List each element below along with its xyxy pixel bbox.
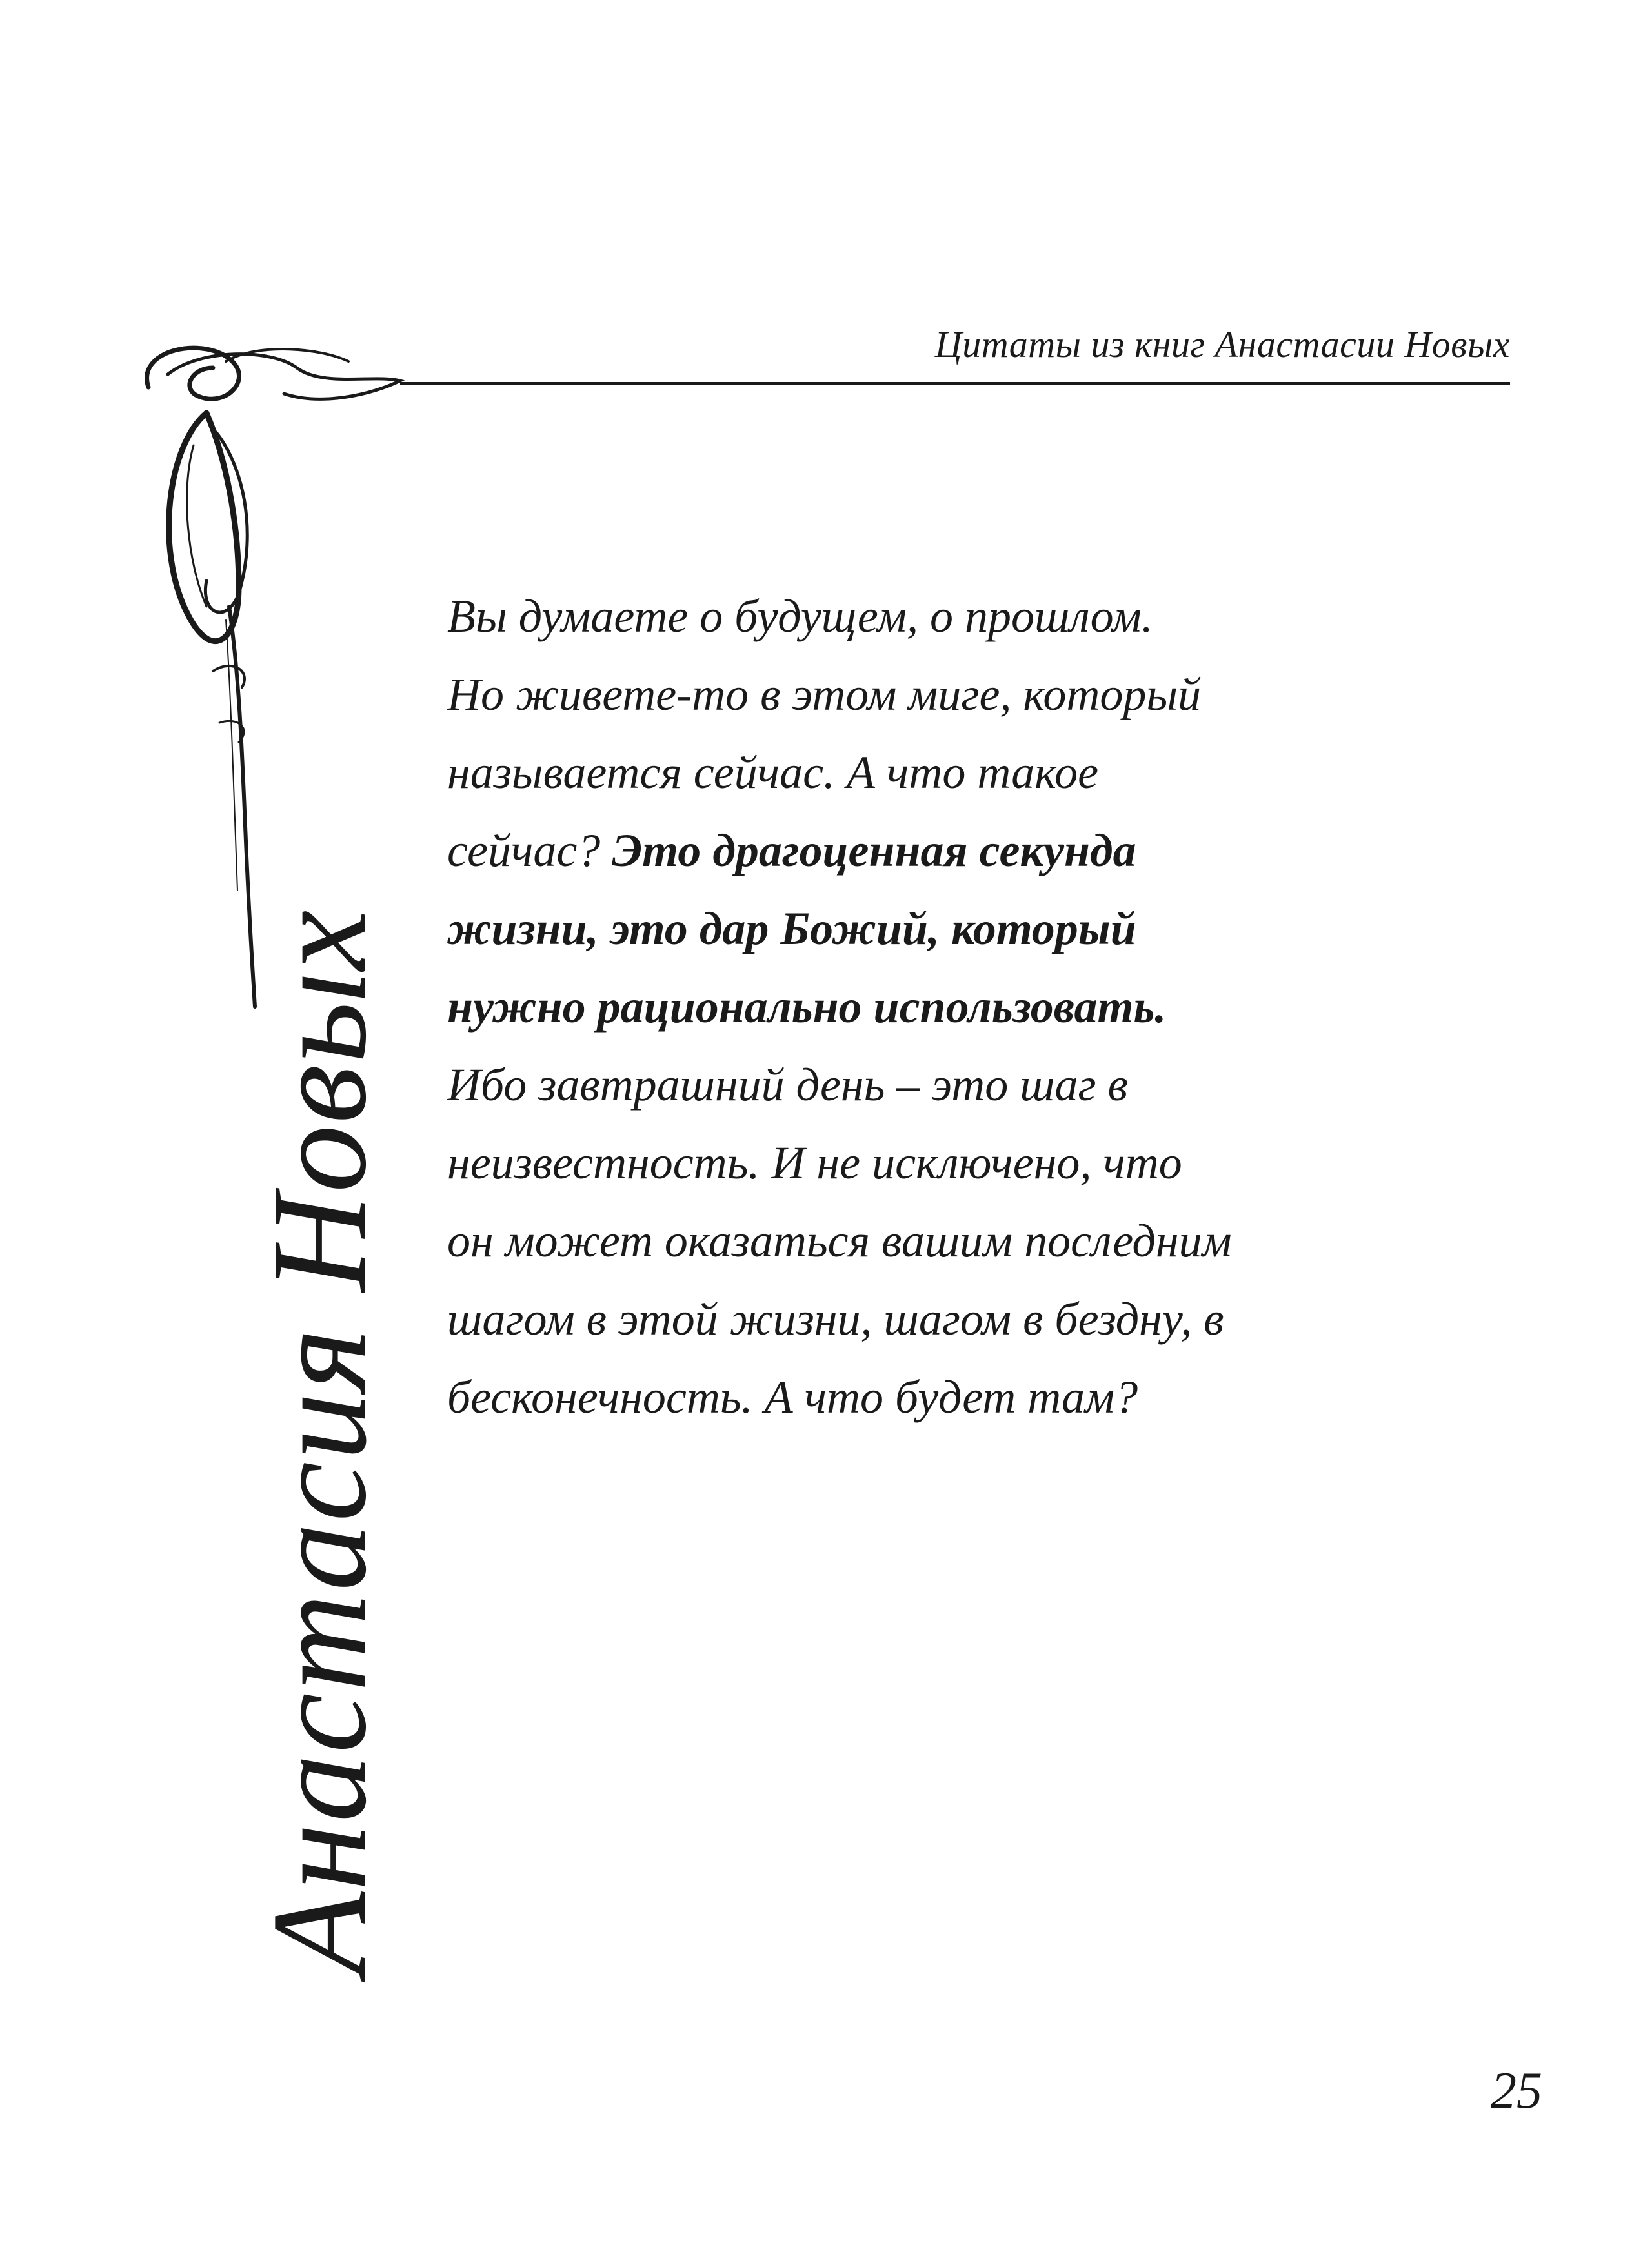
quote-line: он может оказаться вашим последним	[447, 1215, 1232, 1267]
quote-emphasis: нужно рационально использовать.	[447, 981, 1167, 1033]
quote-line: шагом в этой жизни, шагом в бездну, в	[447, 1293, 1224, 1345]
quote-line: сейчас? Это драгоценная секунда	[447, 825, 1136, 876]
quote-line	[447, 968, 1389, 1046]
running-header: Цитаты из книг Анастасии Новых	[934, 323, 1510, 365]
quote-line: называется сейчас. А что такое	[447, 747, 1099, 798]
author-name-vertical: Анастасия Новых	[245, 909, 394, 1975]
quote-line	[447, 890, 1389, 968]
page-number: 25	[1491, 2062, 1542, 2119]
quote-line: неизвестность. И не исключено, что	[447, 1137, 1182, 1189]
header-rule	[400, 382, 1510, 385]
quote-line: Вы думаете о будущем, о прошлом.	[447, 590, 1153, 642]
quote-emphasis: Это драгоценная секунда	[612, 825, 1136, 876]
quote-line: Ибо завтрашний день – это шаг в	[447, 1059, 1128, 1111]
quote-text	[447, 578, 1389, 1436]
quote-emphasis: жизни, это дар Божий, который	[447, 903, 1136, 954]
quote-line: бесконечность. А что будет там?	[447, 1371, 1138, 1423]
quote-line: Но живете-то в этом миге, который	[447, 669, 1202, 720]
